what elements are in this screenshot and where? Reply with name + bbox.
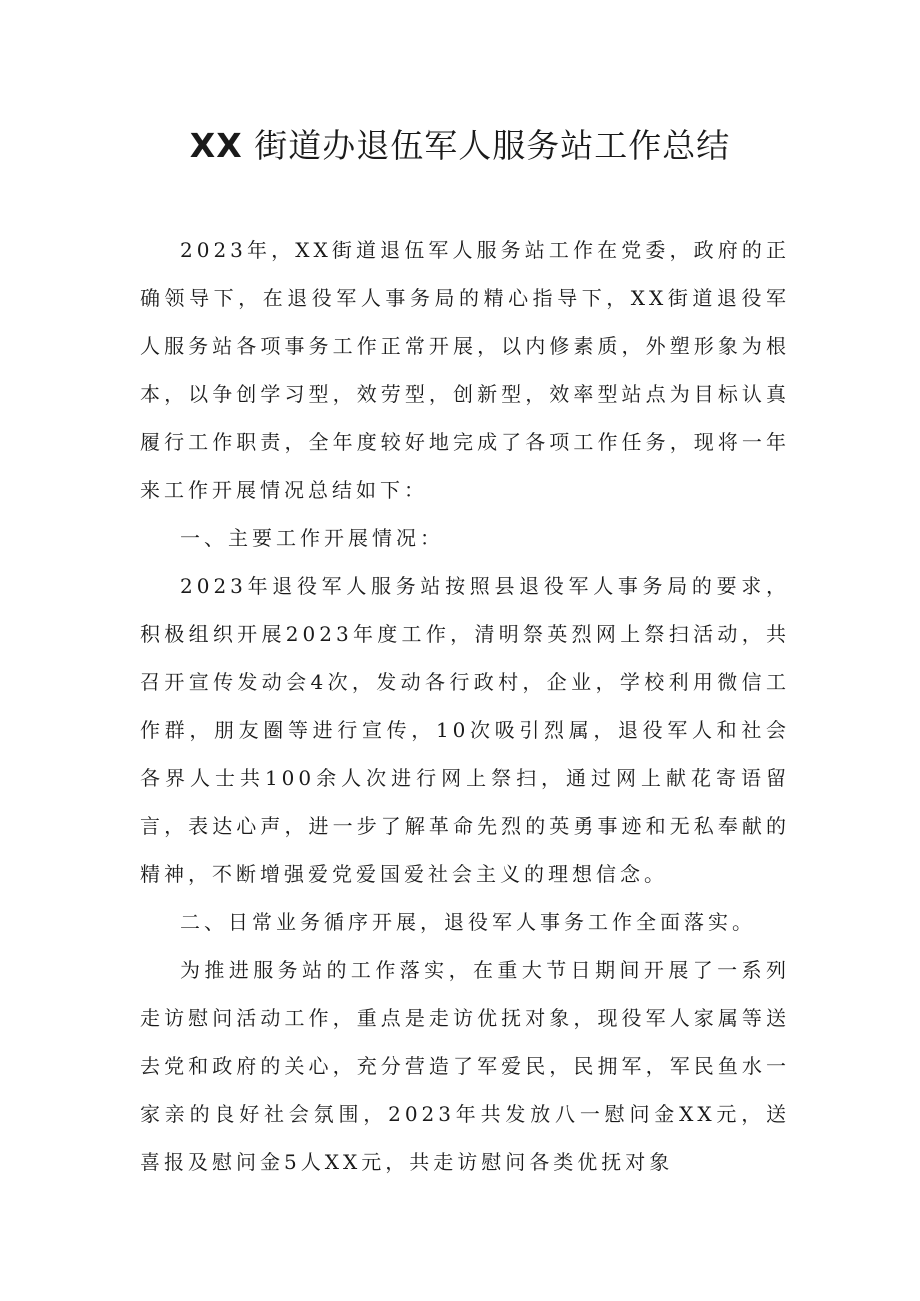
- body-paragraph: 2023年退役军人服务站按照县退役军人事务局的要求，积极组织开展2023年度工作，清明祭英烈网上祭扫活动，共召开宣传发动会4次，发动各行政村，企业，学校利用微信工作群，朋友圈等进行宣传，10次吸引烈属，退役军人和社会各界人士共100余人次进行网上祭扫，通过网上献花寄语留言，表达心声，进一步了解革命先烈的英勇事迹和无私奉献的精神，不断增强爱党爱国爱社会主义的理想信念。: [140, 574, 790, 886]
- body-paragraph: 为推进服务站的工作落实，在重大节日期间开展了一系列走访慰问活动工作，重点是走访优抚对象，现役军人家属等送去党和政府的关心，充分营造了军爱民，民拥军，军民鱼水一家亲的良好社会氛围，2023年共发放八一慰问金XX元，送喜报及慰问金5人XX元，共走访慰问各类优抚对象: [140, 958, 790, 1174]
- title-prefix: XX: [189, 126, 243, 165]
- section-heading-1: 一、主要工作开展情况：: [180, 526, 444, 550]
- document-body: [140, 226, 790, 1186]
- intro-paragraph: 2023年，XX街道退伍军人服务站工作在党委，政府的正确领导下，在退役军人事务局的精心指导下，XX街道退役军人服务站各项事务工作正常开展，以内修素质，外塑形象为根本，以争创学习型，效劳型，创新型，效率型站点为目标认真履行工作职责，全年度较好地完成了各项工作任务，现将一年来工作开展情况总结如下：: [140, 238, 790, 502]
- document-title: [0, 118, 920, 174]
- title-text: 街道办退伍军人服务站工作总结: [254, 126, 731, 165]
- section-heading-2: 二、日常业务循序开展，退役军人事务工作全面落实。: [180, 910, 756, 934]
